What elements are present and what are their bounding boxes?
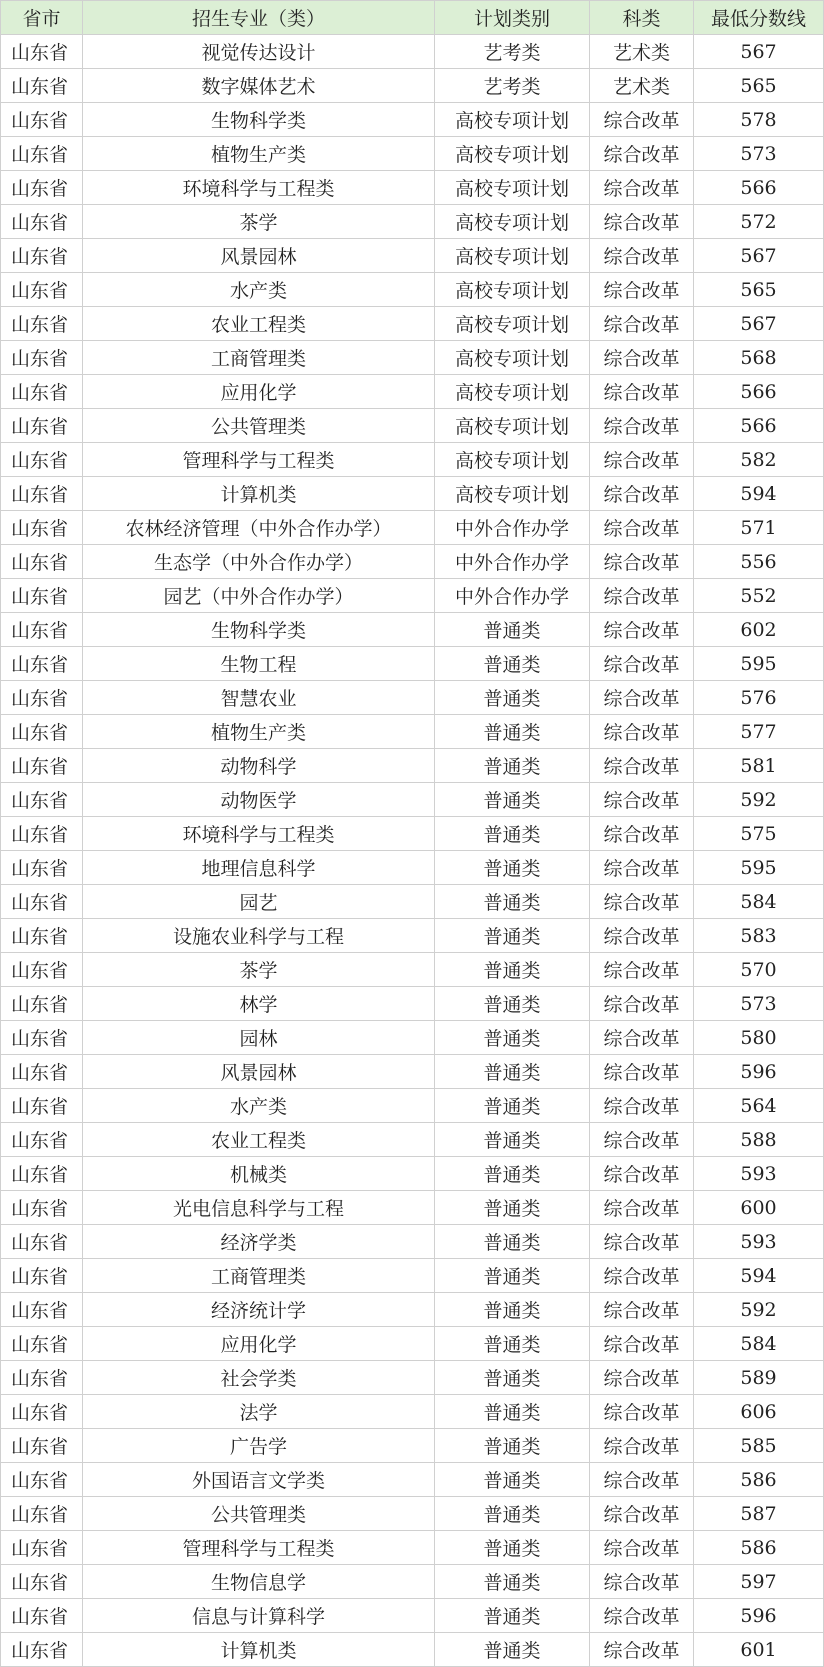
- cell-province: 山东省: [1, 545, 83, 579]
- cell-plan-type: 普通类: [435, 1463, 590, 1497]
- cell-subject-type: 综合改革: [590, 953, 694, 987]
- table-row: [1, 1157, 824, 1191]
- table-row: [1, 851, 824, 885]
- cell-min-score: 592: [694, 1293, 824, 1327]
- cell-plan-type: 中外合作办学: [435, 579, 590, 613]
- table-row: [1, 341, 824, 375]
- table-row: [1, 715, 824, 749]
- cell-subject-type: 综合改革: [590, 1497, 694, 1531]
- cell-plan-type: 高校专项计划: [435, 307, 590, 341]
- cell-province: 山东省: [1, 375, 83, 409]
- cell-province: 山东省: [1, 783, 83, 817]
- table-row: [1, 1497, 824, 1531]
- cell-plan-type: 普通类: [435, 1225, 590, 1259]
- cell-plan-type: 普通类: [435, 1259, 590, 1293]
- cell-plan-type: 中外合作办学: [435, 511, 590, 545]
- cell-min-score: 584: [694, 1327, 824, 1361]
- cell-min-score: 597: [694, 1565, 824, 1599]
- cell-subject-type: 综合改革: [590, 579, 694, 613]
- cell-min-score: 584: [694, 885, 824, 919]
- cell-province: 山东省: [1, 1123, 83, 1157]
- table-row: [1, 1089, 824, 1123]
- table-row: [1, 545, 824, 579]
- cell-subject-type: 综合改革: [590, 1055, 694, 1089]
- cell-major: 农业工程类: [83, 1123, 435, 1157]
- cell-min-score: 565: [694, 69, 824, 103]
- cell-subject-type: 综合改革: [590, 1293, 694, 1327]
- cell-province: 山东省: [1, 477, 83, 511]
- cell-province: 山东省: [1, 1327, 83, 1361]
- cell-subject-type: 综合改革: [590, 205, 694, 239]
- cell-province: 山东省: [1, 885, 83, 919]
- table-header-row: [1, 1, 824, 35]
- cell-subject-type: 综合改革: [590, 919, 694, 953]
- cell-min-score: 596: [694, 1055, 824, 1089]
- cell-plan-type: 普通类: [435, 1395, 590, 1429]
- table-row: [1, 647, 824, 681]
- cell-min-score: 594: [694, 477, 824, 511]
- cell-min-score: 586: [694, 1531, 824, 1565]
- cell-plan-type: 普通类: [435, 1021, 590, 1055]
- cell-province: 山东省: [1, 749, 83, 783]
- cell-plan-type: 普通类: [435, 1497, 590, 1531]
- cell-province: 山东省: [1, 1225, 83, 1259]
- table-row: [1, 1123, 824, 1157]
- cell-subject-type: 综合改革: [590, 1225, 694, 1259]
- cell-province: 山东省: [1, 1021, 83, 1055]
- cell-plan-type: 普通类: [435, 1123, 590, 1157]
- cell-min-score: 552: [694, 579, 824, 613]
- cell-major: 社会学类: [83, 1361, 435, 1395]
- cell-subject-type: 综合改革: [590, 613, 694, 647]
- cell-plan-type: 普通类: [435, 1633, 590, 1667]
- table-row: [1, 1293, 824, 1327]
- cell-min-score: 567: [694, 307, 824, 341]
- cell-major: 农业工程类: [83, 307, 435, 341]
- cell-plan-type: 普通类: [435, 987, 590, 1021]
- cell-major: 茶学: [83, 953, 435, 987]
- cell-subject-type: 综合改革: [590, 511, 694, 545]
- cell-min-score: 567: [694, 35, 824, 69]
- cell-province: 山东省: [1, 443, 83, 477]
- cell-plan-type: 高校专项计划: [435, 103, 590, 137]
- cell-plan-type: 普通类: [435, 715, 590, 749]
- table-row: [1, 1599, 824, 1633]
- cell-major: 动物医学: [83, 783, 435, 817]
- table-row: [1, 511, 824, 545]
- cell-min-score: 571: [694, 511, 824, 545]
- cell-plan-type: 普通类: [435, 1429, 590, 1463]
- table-row: [1, 1225, 824, 1259]
- cell-subject-type: 综合改革: [590, 1191, 694, 1225]
- cell-min-score: 565: [694, 273, 824, 307]
- cell-subject-type: 综合改革: [590, 1089, 694, 1123]
- cell-province: 山东省: [1, 579, 83, 613]
- cell-province: 山东省: [1, 851, 83, 885]
- cell-plan-type: 中外合作办学: [435, 545, 590, 579]
- cell-subject-type: 综合改革: [590, 1633, 694, 1667]
- cell-subject-type: 综合改革: [590, 885, 694, 919]
- cell-plan-type: 高校专项计划: [435, 273, 590, 307]
- cell-major: 公共管理类: [83, 1497, 435, 1531]
- cell-major: 智慧农业: [83, 681, 435, 715]
- cell-min-score: 593: [694, 1225, 824, 1259]
- cell-major: 园艺（中外合作办学）: [83, 579, 435, 613]
- table-row: [1, 35, 824, 69]
- cell-min-score: 570: [694, 953, 824, 987]
- table-row: [1, 69, 824, 103]
- cell-min-score: 566: [694, 409, 824, 443]
- cell-min-score: 587: [694, 1497, 824, 1531]
- cell-province: 山东省: [1, 307, 83, 341]
- cell-subject-type: 综合改革: [590, 749, 694, 783]
- cell-major: 信息与计算科学: [83, 1599, 435, 1633]
- cell-major: 应用化学: [83, 375, 435, 409]
- cell-province: 山东省: [1, 171, 83, 205]
- cell-min-score: 595: [694, 647, 824, 681]
- table-row: [1, 273, 824, 307]
- table-row: [1, 1259, 824, 1293]
- cell-major: 工商管理类: [83, 341, 435, 375]
- cell-min-score: 595: [694, 851, 824, 885]
- cell-subject-type: 综合改革: [590, 715, 694, 749]
- cell-min-score: 588: [694, 1123, 824, 1157]
- cell-major: 生物工程: [83, 647, 435, 681]
- cell-plan-type: 普通类: [435, 1191, 590, 1225]
- cell-min-score: 572: [694, 205, 824, 239]
- cell-major: 光电信息科学与工程: [83, 1191, 435, 1225]
- table-row: [1, 1429, 824, 1463]
- cell-province: 山东省: [1, 1361, 83, 1395]
- cell-plan-type: 普通类: [435, 1055, 590, 1089]
- table-row: [1, 137, 824, 171]
- cell-major: 机械类: [83, 1157, 435, 1191]
- cell-plan-type: 普通类: [435, 1293, 590, 1327]
- cell-subject-type: 综合改革: [590, 341, 694, 375]
- cell-province: 山东省: [1, 919, 83, 953]
- cell-major: 经济统计学: [83, 1293, 435, 1327]
- cell-subject-type: 综合改革: [590, 1021, 694, 1055]
- cell-province: 山东省: [1, 1463, 83, 1497]
- cell-plan-type: 高校专项计划: [435, 375, 590, 409]
- cell-major: 广告学: [83, 1429, 435, 1463]
- cell-min-score: 566: [694, 171, 824, 205]
- cell-province: 山东省: [1, 987, 83, 1021]
- cell-province: 山东省: [1, 1633, 83, 1667]
- cell-subject-type: 综合改革: [590, 1429, 694, 1463]
- cell-min-score: 589: [694, 1361, 824, 1395]
- table-row: [1, 239, 824, 273]
- table-row: [1, 613, 824, 647]
- cell-subject-type: 综合改革: [590, 375, 694, 409]
- table-row: [1, 1191, 824, 1225]
- cell-subject-type: 综合改革: [590, 307, 694, 341]
- cell-major: 水产类: [83, 273, 435, 307]
- cell-major: 设施农业科学与工程: [83, 919, 435, 953]
- cell-province: 山东省: [1, 1429, 83, 1463]
- cell-major: 计算机类: [83, 1633, 435, 1667]
- cell-major: 园林: [83, 1021, 435, 1055]
- table-row: [1, 409, 824, 443]
- cell-major: 计算机类: [83, 477, 435, 511]
- cell-subject-type: 综合改革: [590, 987, 694, 1021]
- cell-province: 山东省: [1, 681, 83, 715]
- cell-min-score: 583: [694, 919, 824, 953]
- cell-province: 山东省: [1, 69, 83, 103]
- cell-subject-type: 艺术类: [590, 35, 694, 69]
- cell-province: 山东省: [1, 273, 83, 307]
- table-row: [1, 1395, 824, 1429]
- cell-subject-type: 综合改革: [590, 1565, 694, 1599]
- cell-plan-type: 高校专项计划: [435, 137, 590, 171]
- cell-major: 农林经济管理（中外合作办学）: [83, 511, 435, 545]
- cell-subject-type: 综合改革: [590, 817, 694, 851]
- table-row: [1, 1565, 824, 1599]
- table-body: [1, 35, 824, 1667]
- cell-min-score: 556: [694, 545, 824, 579]
- cell-major: 外国语言文学类: [83, 1463, 435, 1497]
- cell-subject-type: 综合改革: [590, 1259, 694, 1293]
- cell-subject-type: 综合改革: [590, 851, 694, 885]
- cell-major: 管理科学与工程类: [83, 443, 435, 477]
- cell-min-score: 586: [694, 1463, 824, 1497]
- cell-min-score: 601: [694, 1633, 824, 1667]
- cell-province: 山东省: [1, 613, 83, 647]
- table-row: [1, 375, 824, 409]
- cell-province: 山东省: [1, 1395, 83, 1429]
- table-row: [1, 885, 824, 919]
- cell-major: 茶学: [83, 205, 435, 239]
- cell-plan-type: 普通类: [435, 613, 590, 647]
- cell-min-score: 585: [694, 1429, 824, 1463]
- cell-plan-type: 普通类: [435, 953, 590, 987]
- cell-major: 环境科学与工程类: [83, 171, 435, 205]
- cell-province: 山东省: [1, 1157, 83, 1191]
- cell-min-score: 581: [694, 749, 824, 783]
- cell-plan-type: 艺考类: [435, 69, 590, 103]
- cell-subject-type: 综合改革: [590, 171, 694, 205]
- cell-subject-type: 综合改革: [590, 783, 694, 817]
- cell-subject-type: 综合改革: [590, 681, 694, 715]
- header-subject-type: 科类: [590, 1, 694, 35]
- cell-subject-type: 艺术类: [590, 69, 694, 103]
- cell-plan-type: 高校专项计划: [435, 205, 590, 239]
- cell-plan-type: 普通类: [435, 919, 590, 953]
- cell-province: 山东省: [1, 1191, 83, 1225]
- cell-major: 视觉传达设计: [83, 35, 435, 69]
- cell-subject-type: 综合改革: [590, 239, 694, 273]
- table-row: [1, 1633, 824, 1667]
- table-row: [1, 681, 824, 715]
- cell-min-score: 600: [694, 1191, 824, 1225]
- table-row: [1, 953, 824, 987]
- cell-province: 山东省: [1, 239, 83, 273]
- cell-min-score: 576: [694, 681, 824, 715]
- cell-province: 山东省: [1, 817, 83, 851]
- cell-plan-type: 普通类: [435, 885, 590, 919]
- cell-min-score: 602: [694, 613, 824, 647]
- cell-province: 山东省: [1, 103, 83, 137]
- cell-province: 山东省: [1, 341, 83, 375]
- table-row: [1, 1055, 824, 1089]
- cell-province: 山东省: [1, 1259, 83, 1293]
- header-min-score: 最低分数线: [694, 1, 824, 35]
- cell-major: 生物科学类: [83, 613, 435, 647]
- cell-plan-type: 普通类: [435, 647, 590, 681]
- cell-min-score: 594: [694, 1259, 824, 1293]
- cell-min-score: 592: [694, 783, 824, 817]
- cell-plan-type: 普通类: [435, 1089, 590, 1123]
- cell-major: 管理科学与工程类: [83, 1531, 435, 1565]
- cell-province: 山东省: [1, 1599, 83, 1633]
- cell-subject-type: 综合改革: [590, 1463, 694, 1497]
- cell-major: 地理信息科学: [83, 851, 435, 885]
- cell-province: 山东省: [1, 409, 83, 443]
- cell-major: 风景园林: [83, 239, 435, 273]
- cell-major: 风景园林: [83, 1055, 435, 1089]
- cell-min-score: 568: [694, 341, 824, 375]
- cell-min-score: 573: [694, 987, 824, 1021]
- cell-province: 山东省: [1, 1089, 83, 1123]
- table-row: [1, 205, 824, 239]
- cell-plan-type: 普通类: [435, 783, 590, 817]
- table-row: [1, 1327, 824, 1361]
- cell-plan-type: 高校专项计划: [435, 171, 590, 205]
- cell-subject-type: 综合改革: [590, 545, 694, 579]
- cell-major: 生物科学类: [83, 103, 435, 137]
- cell-subject-type: 综合改革: [590, 409, 694, 443]
- cell-plan-type: 普通类: [435, 1157, 590, 1191]
- table-row: [1, 817, 824, 851]
- cell-subject-type: 综合改革: [590, 1361, 694, 1395]
- cell-major: 应用化学: [83, 1327, 435, 1361]
- cell-major: 生态学（中外合作办学）: [83, 545, 435, 579]
- cell-subject-type: 综合改革: [590, 477, 694, 511]
- cell-major: 园艺: [83, 885, 435, 919]
- cell-major: 动物科学: [83, 749, 435, 783]
- cell-plan-type: 普通类: [435, 1327, 590, 1361]
- cell-min-score: 596: [694, 1599, 824, 1633]
- cell-province: 山东省: [1, 647, 83, 681]
- cell-major: 经济学类: [83, 1225, 435, 1259]
- header-major: 招生专业（类）: [83, 1, 435, 35]
- table-row: [1, 171, 824, 205]
- cell-plan-type: 高校专项计划: [435, 239, 590, 273]
- cell-province: 山东省: [1, 953, 83, 987]
- cell-subject-type: 综合改革: [590, 1531, 694, 1565]
- cell-plan-type: 艺考类: [435, 35, 590, 69]
- cell-min-score: 580: [694, 1021, 824, 1055]
- cell-min-score: 577: [694, 715, 824, 749]
- table-row: [1, 1463, 824, 1497]
- table-row: [1, 579, 824, 613]
- cell-major: 法学: [83, 1395, 435, 1429]
- table-row: [1, 443, 824, 477]
- cell-province: 山东省: [1, 35, 83, 69]
- cell-province: 山东省: [1, 205, 83, 239]
- table-row: [1, 1531, 824, 1565]
- cell-plan-type: 高校专项计划: [435, 443, 590, 477]
- cell-major: 生物信息学: [83, 1565, 435, 1599]
- cell-province: 山东省: [1, 1055, 83, 1089]
- cell-subject-type: 综合改革: [590, 1599, 694, 1633]
- cell-major: 林学: [83, 987, 435, 1021]
- table-row: [1, 477, 824, 511]
- cell-plan-type: 普通类: [435, 817, 590, 851]
- cell-province: 山东省: [1, 1531, 83, 1565]
- cell-plan-type: 普通类: [435, 1361, 590, 1395]
- cell-min-score: 564: [694, 1089, 824, 1123]
- table-row: [1, 307, 824, 341]
- cell-subject-type: 综合改革: [590, 443, 694, 477]
- table-row: [1, 919, 824, 953]
- cell-province: 山东省: [1, 1293, 83, 1327]
- cell-major: 数字媒体艺术: [83, 69, 435, 103]
- table-row: [1, 987, 824, 1021]
- cell-plan-type: 普通类: [435, 1565, 590, 1599]
- cell-min-score: 575: [694, 817, 824, 851]
- cell-min-score: 582: [694, 443, 824, 477]
- cell-major: 植物生产类: [83, 715, 435, 749]
- cell-plan-type: 普通类: [435, 1599, 590, 1633]
- cell-plan-type: 普通类: [435, 681, 590, 715]
- cell-major: 植物生产类: [83, 137, 435, 171]
- cell-major: 工商管理类: [83, 1259, 435, 1293]
- cell-plan-type: 普通类: [435, 1531, 590, 1565]
- cell-plan-type: 高校专项计划: [435, 477, 590, 511]
- cell-subject-type: 综合改革: [590, 1123, 694, 1157]
- header-province: 省市: [1, 1, 83, 35]
- cell-major: 环境科学与工程类: [83, 817, 435, 851]
- cell-subject-type: 综合改革: [590, 647, 694, 681]
- cell-major: 公共管理类: [83, 409, 435, 443]
- table-row: [1, 783, 824, 817]
- cell-province: 山东省: [1, 715, 83, 749]
- table-row: [1, 103, 824, 137]
- cell-subject-type: 综合改革: [590, 103, 694, 137]
- cell-province: 山东省: [1, 1565, 83, 1599]
- cell-plan-type: 普通类: [435, 851, 590, 885]
- cell-subject-type: 综合改革: [590, 1157, 694, 1191]
- cell-plan-type: 高校专项计划: [435, 409, 590, 443]
- cell-min-score: 567: [694, 239, 824, 273]
- cell-subject-type: 综合改革: [590, 1395, 694, 1429]
- cell-subject-type: 综合改革: [590, 1327, 694, 1361]
- cell-min-score: 566: [694, 375, 824, 409]
- cell-major: 水产类: [83, 1089, 435, 1123]
- cell-min-score: 578: [694, 103, 824, 137]
- table-row: [1, 1361, 824, 1395]
- table-row: [1, 749, 824, 783]
- header-plan-type: 计划类别: [435, 1, 590, 35]
- cell-min-score: 593: [694, 1157, 824, 1191]
- table-row: [1, 1021, 824, 1055]
- cell-plan-type: 高校专项计划: [435, 341, 590, 375]
- cell-province: 山东省: [1, 137, 83, 171]
- cell-subject-type: 综合改革: [590, 137, 694, 171]
- cell-province: 山东省: [1, 1497, 83, 1531]
- cell-min-score: 573: [694, 137, 824, 171]
- cell-subject-type: 综合改革: [590, 273, 694, 307]
- cell-plan-type: 普通类: [435, 749, 590, 783]
- cell-min-score: 606: [694, 1395, 824, 1429]
- cell-province: 山东省: [1, 511, 83, 545]
